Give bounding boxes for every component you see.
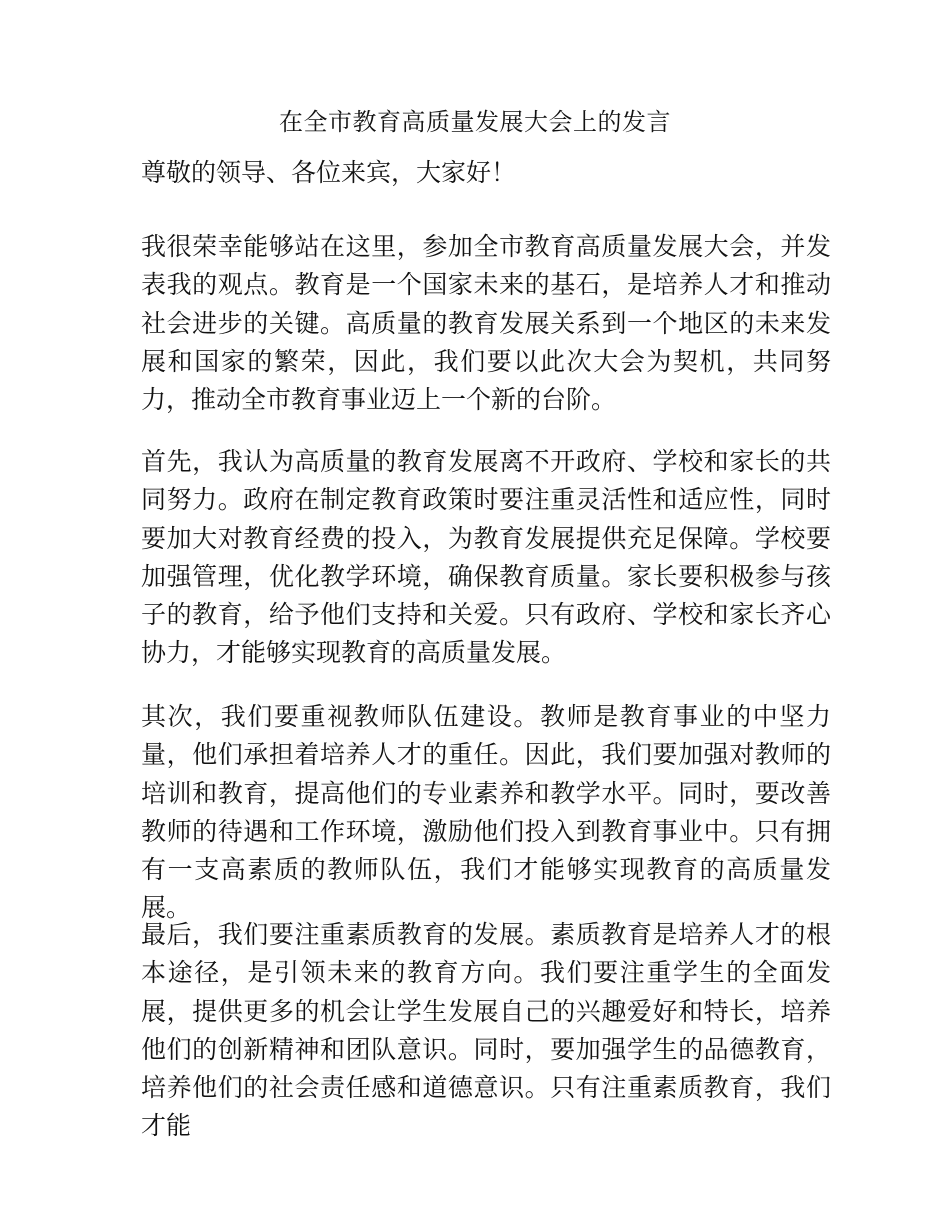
paragraph-first-point: 首先，我认为高质量的教育发展离不开政府、学校和家长的共同努力。政府在制定教育政策时要注重灵活性和适应性，同时要加大对教育经费的投入，为教育发展提供充足保障。学校要加强管理，优化教学环境，确保教育质量。家长要积极参与孩子的教育，给予他们支持和关爱。只有政府、学校和家长齐心协力，才能够实现教育的高质量发展。	[141, 447, 831, 668]
document-title: 在全市教育高质量发展大会上的发言	[279, 108, 671, 136]
paragraph-second-point: 其次，我们要重视教师队伍建设。教师是教育事业的中坚力量，他们承担着培养人才的重任。因此，我们要加强对教师的培训和教育，提高他们的专业素养和教学水平。同时，要改善教师的待遇和工作环境，激励他们投入到教育事业中。只有拥有一支高素质的教师队伍，我们才能够实现教育的高质量发展。	[141, 702, 831, 923]
greeting-line: 尊敬的领导、各位来宾，大家好！	[141, 158, 517, 187]
paragraph-intro: 我很荣幸能够站在这里，参加全市教育高质量发展大会，并发表我的观点。教育是一个国家未来的基石，是培养人才和推动社会进步的关键。高质量的教育发展关系到一个地区的未来发展和国家的繁荣，因此，我们要以此次大会为契机，共同努力，推动全市教育事业迈上一个新的台阶。	[141, 232, 831, 415]
paragraph-final-point: 最后，我们要注重素质教育的发展。素质教育是培养人才的根本途径，是引领未来的教育方向。我们要注重学生的全面发展，提供更多的机会让学生发展自己的兴趣爱好和特长，培养他们的创新精神和团队意识。同时，要加强学生的品德教育，培养他们的社会责任感和道德意识。只有注重素质教育，我们才能	[141, 920, 831, 1141]
